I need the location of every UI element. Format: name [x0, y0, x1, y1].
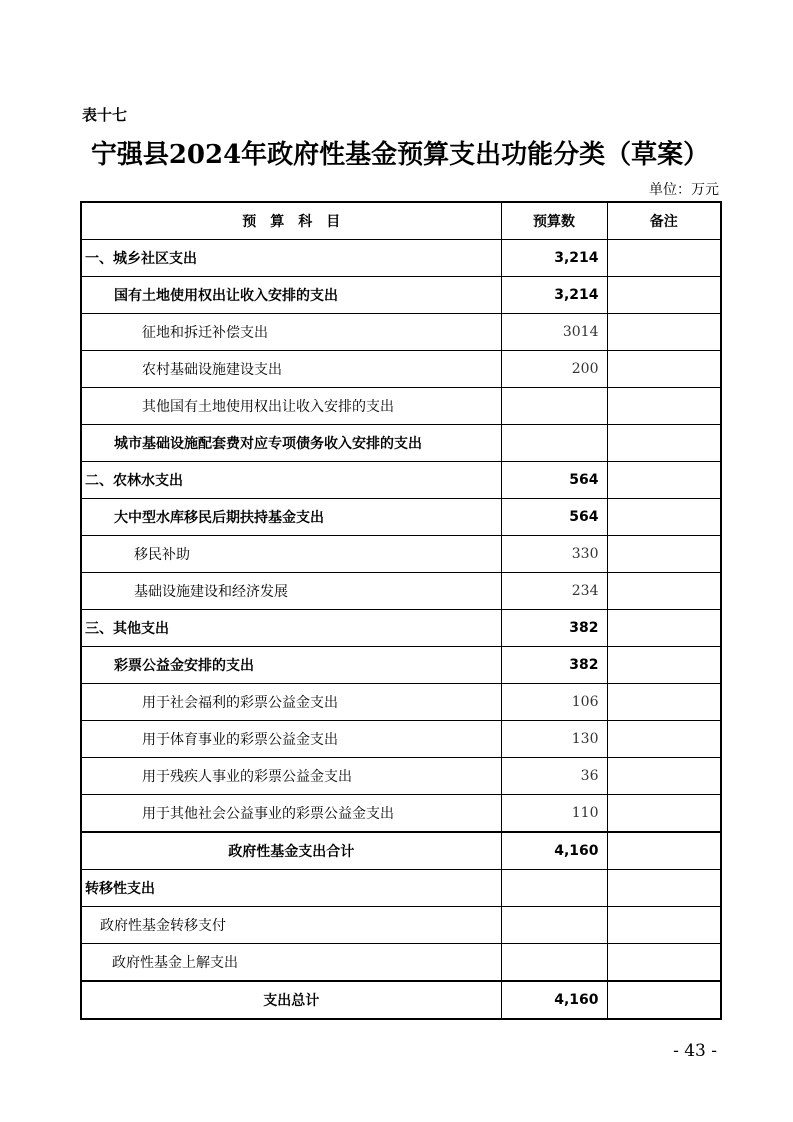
- row-note: [607, 684, 721, 721]
- table-row: [81, 314, 721, 351]
- row-name: 其他国有土地使用权出让收入安排的支出: [81, 388, 501, 425]
- table-row: [81, 758, 721, 795]
- table-row: [81, 388, 721, 425]
- table-row: [81, 795, 721, 833]
- row-note: [607, 351, 721, 388]
- row-amount: 200: [501, 351, 607, 388]
- row-name: 移民补助: [81, 536, 501, 573]
- row-note: [607, 462, 721, 499]
- row-note: [607, 277, 721, 314]
- row-amount: 3,214: [501, 240, 607, 277]
- table-label: 表十七: [82, 106, 128, 124]
- table-row: [81, 536, 721, 573]
- table-row: [81, 351, 721, 388]
- table-row: [81, 277, 721, 314]
- header-note: 备注: [607, 202, 721, 240]
- row-name: 用于体育事业的彩票公益金支出: [81, 721, 501, 758]
- total-label: 支出总计: [81, 981, 501, 1019]
- row-amount: 564: [501, 462, 607, 499]
- row-amount: 382: [501, 610, 607, 647]
- table-row: [81, 944, 721, 982]
- row-amount: [501, 944, 607, 982]
- header-subject: 预 算 科 目: [81, 202, 501, 240]
- subtotal-label: 政府性基金支出合计: [81, 832, 501, 870]
- table-row: [81, 870, 721, 907]
- table-row: [81, 647, 721, 684]
- table-row: [81, 425, 721, 462]
- table-row: [81, 462, 721, 499]
- row-amount: [501, 907, 607, 944]
- row-name: 政府性基金上解支出: [81, 944, 501, 982]
- row-note: [607, 832, 721, 870]
- row-name: 彩票公益金安排的支出: [81, 647, 501, 684]
- row-note: [607, 647, 721, 684]
- row-name: 三、其他支出: [81, 610, 501, 647]
- table-row: [81, 684, 721, 721]
- row-name: 基础设施建设和经济发展: [81, 573, 501, 610]
- row-note: [607, 795, 721, 833]
- row-note: [607, 573, 721, 610]
- row-note: [607, 240, 721, 277]
- row-note: [607, 610, 721, 647]
- row-amount: [501, 425, 607, 462]
- table-row: [81, 721, 721, 758]
- row-name: 用于残疾人事业的彩票公益金支出: [81, 758, 501, 795]
- row-note: [607, 907, 721, 944]
- row-amount: 330: [501, 536, 607, 573]
- table-header-row: [81, 202, 721, 240]
- row-amount: 3014: [501, 314, 607, 351]
- page-number: - 43 -: [673, 1041, 717, 1061]
- row-name: 二、农林水支出: [81, 462, 501, 499]
- row-note: [607, 721, 721, 758]
- row-name: 政府性基金转移支付: [81, 907, 501, 944]
- row-name: 大中型水库移民后期扶持基金支出: [81, 499, 501, 536]
- table-row: [81, 240, 721, 277]
- row-amount: 106: [501, 684, 607, 721]
- subtotal-row: [81, 832, 721, 870]
- total-amount: 4,160: [501, 981, 607, 1019]
- row-note: [607, 981, 721, 1019]
- header-amount: 预算数: [501, 202, 607, 240]
- row-note: [607, 870, 721, 907]
- total-row: [81, 981, 721, 1019]
- row-note: [607, 314, 721, 351]
- row-amount: [501, 870, 607, 907]
- subtotal-amount: 4,160: [501, 832, 607, 870]
- row-name: 城市基础设施配套费对应专项债务收入安排的支出: [81, 425, 501, 462]
- table-row: [81, 499, 721, 536]
- row-amount: 130: [501, 721, 607, 758]
- table-row: [81, 907, 721, 944]
- row-amount: 110: [501, 795, 607, 833]
- row-amount: 36: [501, 758, 607, 795]
- row-name: 国有土地使用权出让收入安排的支出: [81, 277, 501, 314]
- row-note: [607, 499, 721, 536]
- budget-table: [80, 201, 722, 1020]
- row-note: [607, 944, 721, 982]
- unit-label: 单位：万元: [649, 182, 719, 198]
- row-name: 转移性支出: [81, 870, 501, 907]
- row-amount: 234: [501, 573, 607, 610]
- row-note: [607, 425, 721, 462]
- row-note: [607, 536, 721, 573]
- row-amount: 3,214: [501, 277, 607, 314]
- row-amount: [501, 388, 607, 425]
- row-name: 征地和拆迁补偿支出: [81, 314, 501, 351]
- row-name: 用于社会福利的彩票公益金支出: [81, 684, 501, 721]
- row-amount: 564: [501, 499, 607, 536]
- row-name: 农村基础设施建设支出: [81, 351, 501, 388]
- row-name: 一、城乡社区支出: [81, 240, 501, 277]
- row-note: [607, 388, 721, 425]
- row-note: [607, 758, 721, 795]
- table-row: [81, 573, 721, 610]
- page-title: 宁强县2024年政府性基金预算支出功能分类（草案）: [90, 140, 710, 170]
- table-row: [81, 610, 721, 647]
- row-amount: 382: [501, 647, 607, 684]
- row-name: 用于其他社会公益事业的彩票公益金支出: [81, 795, 501, 833]
